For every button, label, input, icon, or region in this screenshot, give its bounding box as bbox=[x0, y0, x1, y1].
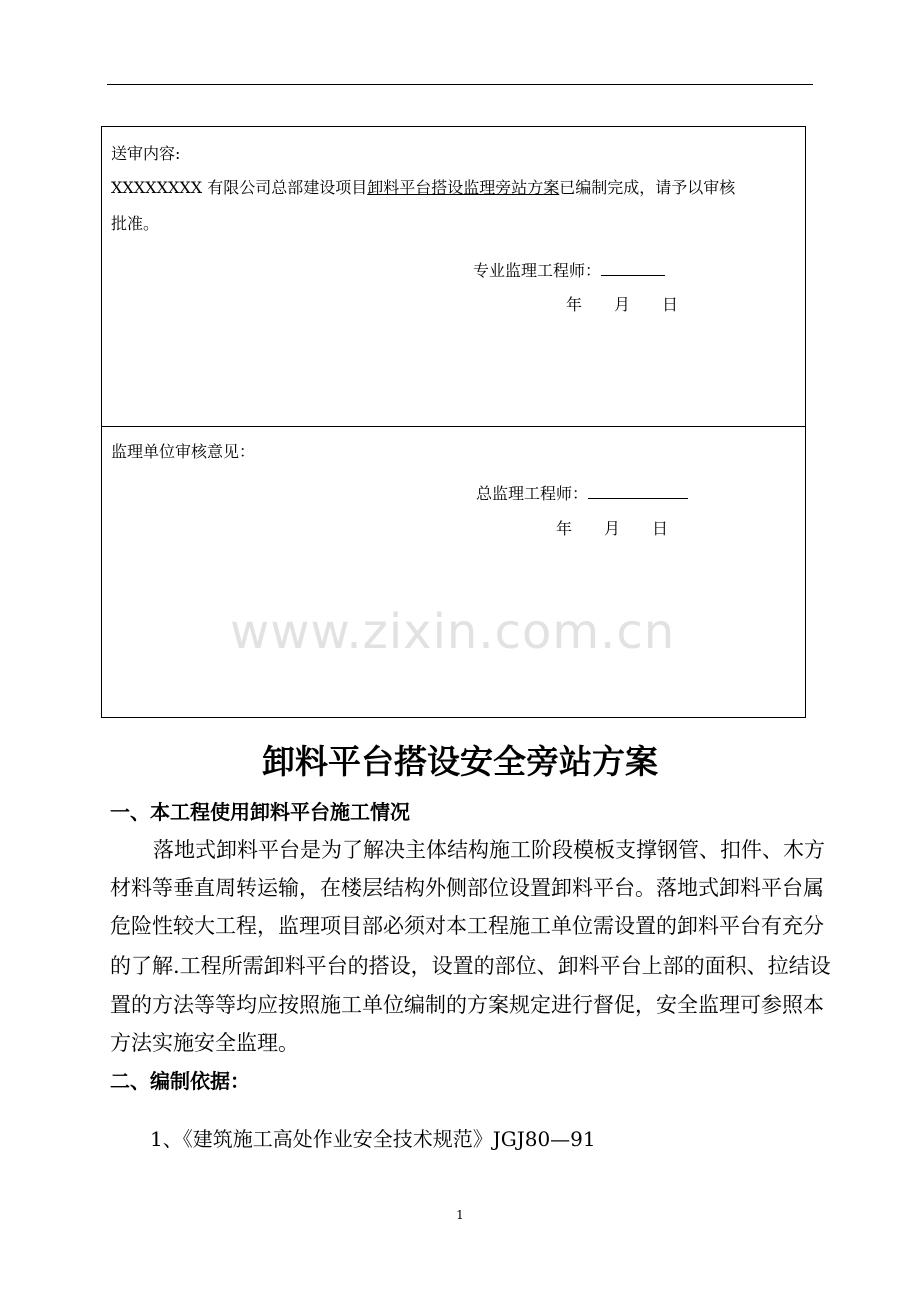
submission-line-1-suffix: 已编制完成，请予以审核 bbox=[559, 178, 736, 197]
paragraph-line-6: 方法实施安全监理。 bbox=[110, 1031, 299, 1055]
section2-date: 年 月 日 bbox=[556, 519, 669, 538]
heading-1: 一、本工程使用卸料平台施工情况 bbox=[110, 800, 410, 824]
chief-engineer-signature bbox=[476, 481, 688, 504]
paragraph-line-5: 置的方法等等均应按照施工单位编制的方案规定进行督促，安全监理可参照本 bbox=[110, 993, 824, 1017]
submission-label: 送审内容: bbox=[111, 144, 181, 163]
submission-line-1 bbox=[111, 178, 735, 198]
paragraph-line-2: 材料等垂直周转运输，在楼层结构外侧部位设置卸料平台。落地式卸料平台属 bbox=[110, 876, 824, 900]
watermark: www.zixin.com.cn bbox=[230, 604, 676, 660]
header-rule bbox=[107, 84, 813, 85]
paragraph-line-3: 危险性较大工程，监理项目部必须对本工程施工单位需设置的卸料平台有充分 bbox=[110, 914, 824, 938]
specialist-engineer-label: 专业监理工程师： bbox=[473, 261, 602, 280]
submission-line-2: 批准。 bbox=[111, 214, 160, 233]
paragraph-line-1: 落地式卸料平台是为了解决主体结构施工阶段模板支撑钢管、扣件、木方 bbox=[153, 838, 825, 862]
page-number: 1 bbox=[456, 1208, 464, 1222]
document-title: 卸料平台搭设安全旁站方案 bbox=[262, 742, 658, 781]
chief-engineer-label: 总监理工程师： bbox=[476, 484, 589, 503]
specialist-engineer-signature-line[interactable] bbox=[601, 258, 665, 276]
specialist-engineer-signature bbox=[473, 258, 665, 281]
submission-line-1-prefix: XXXXXXXX 有限公司总部建设项目 bbox=[111, 178, 368, 197]
reference-item-1: 1、《建筑施工高处作业安全技术规范》JGJ80—91 bbox=[150, 1127, 596, 1151]
plan-name-underlined: 卸料平台搭设监理旁站方案 bbox=[367, 178, 560, 197]
heading-2: 二、编制依据： bbox=[110, 1069, 250, 1093]
paragraph-line-4: 的了解.工程所需卸料平台的搭设，设置的部位、卸料平台上部的面积、拉结设 bbox=[110, 954, 831, 978]
section1-date: 年 月 日 bbox=[566, 295, 679, 314]
review-opinion-cell bbox=[102, 427, 805, 717]
submission-content-cell bbox=[102, 127, 805, 427]
chief-engineer-signature-line[interactable] bbox=[588, 481, 688, 499]
review-opinion-label: 监理单位审核意见： bbox=[111, 442, 256, 461]
